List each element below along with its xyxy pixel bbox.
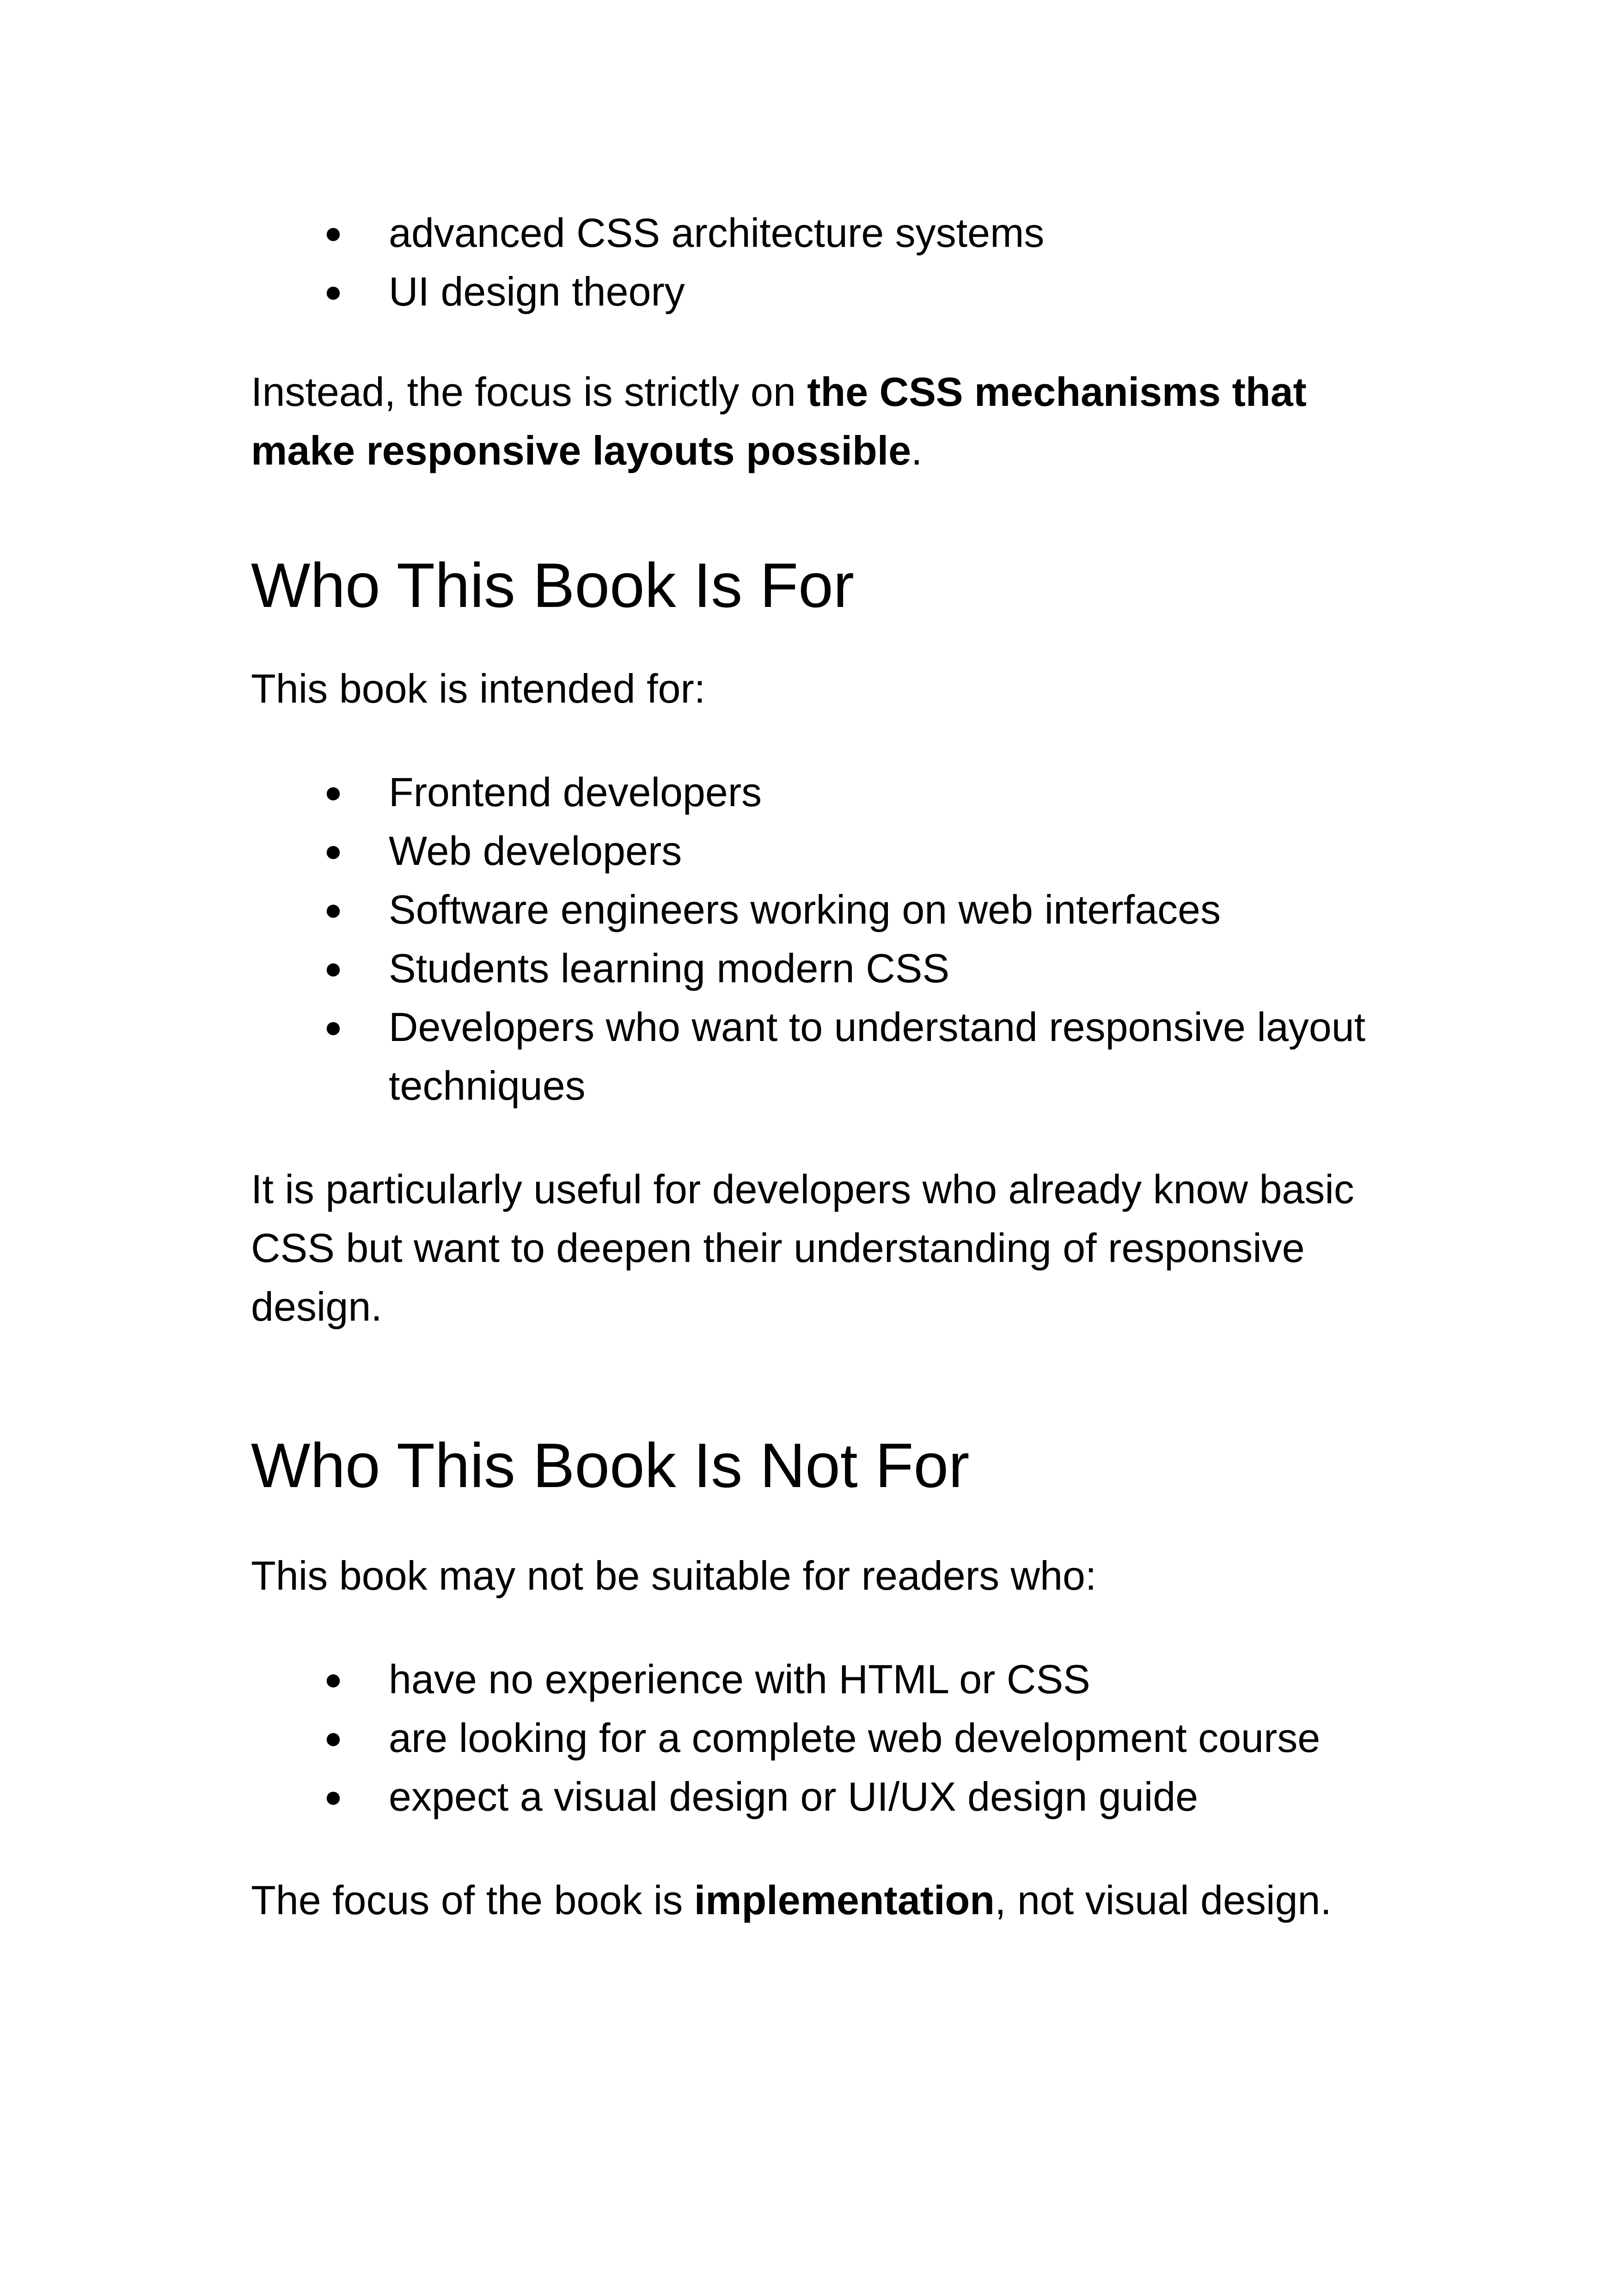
bullet-icon: ● xyxy=(324,1010,342,1044)
section-not-for-closing: The focus of the book is implementation, not visual design. xyxy=(251,1877,1332,1923)
closing-emphasis: implementation xyxy=(694,1877,995,1923)
page-content xyxy=(251,203,1416,1929)
section-heading-who-for: Who This Book Is For xyxy=(251,550,855,620)
list-item: ● Students learning modern CSS xyxy=(251,939,1416,998)
bullet-icon: ● xyxy=(324,833,342,868)
list-item: ● expect a visual design or UI/UX design guide xyxy=(251,1767,1416,1826)
list-item: ● Frontend developers xyxy=(251,763,1416,821)
bullet-icon: ● xyxy=(324,775,342,809)
list-item: ● are looking for a complete web development course xyxy=(251,1708,1416,1767)
section-not-for-intro: This book may not be suitable for readers who: xyxy=(251,1553,1097,1598)
bullet-icon: ● xyxy=(324,892,342,926)
list-item: ● advanced CSS architecture systems xyxy=(251,203,1416,262)
list-item: ● UI design theory xyxy=(251,262,1416,321)
audience-list xyxy=(251,763,1416,1115)
bullet-icon: ● xyxy=(324,951,342,985)
intro-list xyxy=(251,203,1416,321)
non-audience-list xyxy=(251,1650,1416,1826)
list-item: ● Software engineers working on web interfaces xyxy=(251,880,1416,939)
list-item: ● Web developers xyxy=(251,821,1416,880)
bullet-icon: ● xyxy=(324,274,342,308)
bullet-icon: ● xyxy=(324,1720,342,1755)
focus-paragraph: Instead, the focus is strictly on the CSS mechanisms that make responsive layouts possible. xyxy=(251,369,1307,473)
section-for-closing: It is particularly useful for developers who already know basic CSS but want to deepen their understanding of responsive design. xyxy=(251,1166,1354,1329)
list-item: ● Developers who want to understand responsive layout techniques xyxy=(251,998,1416,1115)
section-heading-who-not-for: Who This Book Is Not For xyxy=(251,1430,970,1500)
focus-emphasis: the CSS mechanisms that make responsive layouts possible xyxy=(251,369,1307,473)
section-for-intro: This book is intended for: xyxy=(251,666,706,711)
bullet-icon: ● xyxy=(324,1779,342,1813)
bullet-icon: ● xyxy=(324,1662,342,1696)
list-item: ● have no experience with HTML or CSS xyxy=(251,1650,1416,1708)
bullet-icon: ● xyxy=(324,215,342,250)
